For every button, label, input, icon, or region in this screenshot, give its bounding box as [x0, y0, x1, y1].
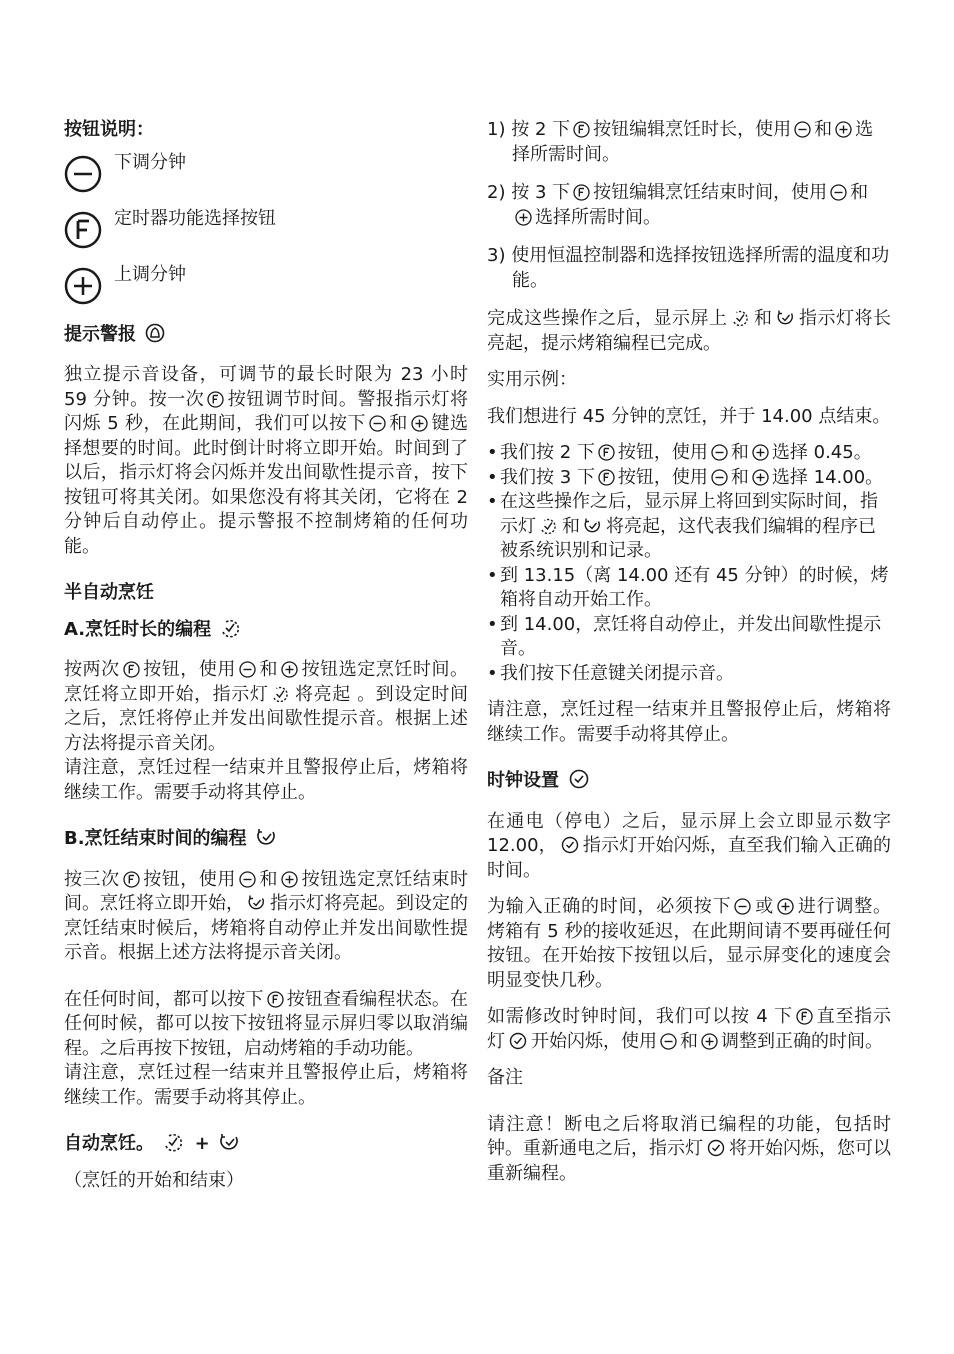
b-text-1: 按三次	[64, 868, 120, 890]
clock-icon	[706, 1139, 726, 1157]
plus-button-icon	[281, 871, 298, 888]
example-intro: 我们想进行 45 分钟的烹饪，并于 14.00 点结束。	[487, 405, 891, 427]
b-heading	[64, 827, 468, 852]
step-1-text-4: 选择所需时间。	[512, 119, 874, 165]
step-number: 3)	[487, 245, 506, 266]
done-text-1: 完成这些操作之后，显示屏上	[487, 308, 728, 329]
plus-button-icon	[752, 444, 769, 461]
auto-plus: +	[194, 1133, 210, 1154]
remark-heading: 备注	[487, 1067, 523, 1088]
b-text-4: 按钮选定烹饪结束时间。烹饪将立即开始，	[64, 868, 469, 914]
minus-circle-icon	[64, 155, 102, 193]
left-column	[64, 118, 468, 1193]
bullet-3-text-2: 和	[562, 515, 580, 537]
alarm-text-4: 键选择想要的时间。此时倒计时将立即开始。时间到了以后，指示灯将会闪烁并发出间歇性提示音，按下按钮可将其关闭。如果您没有将其关闭，它将在 2 分钟后自动停止。提示警报不控制烤箱的任何功能。	[64, 413, 468, 557]
legend-f	[64, 208, 468, 249]
bullet-1-text-3: 和	[730, 442, 749, 463]
duration-icon	[220, 618, 242, 638]
alarm-text-1: 独立提示音设备，可调节的最长时限为 23 小时 59 分钟。按一次	[64, 364, 468, 410]
a-text-4: 按钮选定烹饪时间。烹饪将立即开始，指示灯	[64, 659, 469, 705]
step-number: 2)	[487, 182, 506, 203]
plus-button-icon	[701, 1033, 718, 1050]
minus-button-icon	[369, 415, 386, 432]
a-text-1: 按两次	[64, 659, 120, 680]
f-button-icon	[573, 121, 590, 138]
step-2-text-3: 和	[850, 182, 869, 203]
remark-text-1: 请注意！断电之后将取消已编程的功能，包括时钟。重新通电之后，指示灯	[487, 1113, 891, 1159]
clock-icon	[508, 1032, 528, 1050]
b-text-2: 按钮，使用	[142, 868, 236, 890]
a-paragraph	[64, 658, 468, 756]
done-text-3: 指示灯将长亮起，提示烤箱编程已完成。	[487, 308, 891, 354]
step-3	[487, 244, 891, 293]
step-1-text-3: 和	[814, 119, 833, 140]
a-note: 请注意，烹饪过程一结束并且警报停止后，烤箱将继续工作。需要手动将其停止。	[64, 757, 468, 803]
f-button-icon	[573, 184, 590, 201]
step-2-text-2: 按钮编辑烹饪结束时间，使用	[593, 182, 828, 203]
bullet-2-text-4: 选择 14.00。	[771, 466, 884, 488]
bullet-5: • 到 14.00，烹饪将自动停止，并发出间歇性提示音。	[487, 613, 891, 662]
minus-button-icon	[711, 469, 728, 486]
legend-minus	[64, 152, 468, 193]
f-button-icon	[207, 391, 224, 408]
bullet-3-text-3: 将亮起，这代表我们编辑的程序已被系统识别和记录。	[500, 515, 876, 561]
plus-button-icon	[835, 121, 852, 138]
end-time-icon	[247, 894, 267, 912]
legend-plus	[64, 264, 468, 305]
minus-button-icon	[239, 661, 256, 678]
bullet-3	[487, 490, 891, 564]
f-button-icon	[598, 444, 615, 461]
plus-button-icon	[515, 209, 532, 226]
clock-p3-text-1: 如需修改时钟时间，我们可以按 4 下	[487, 1006, 793, 1027]
minus-button-icon	[660, 1033, 677, 1050]
remark-text-2: 将开始闪烁，您可以重新编程。	[487, 1138, 891, 1184]
f-button-icon	[796, 1008, 813, 1025]
end-time-icon	[219, 1132, 241, 1152]
example-note: 请注意，烹饪过程一结束并且警报停止后，烤箱将继续工作。需要手动将其停止。	[487, 699, 891, 745]
a-text-5: 将亮起 。到设定时间之后，烹饪将停止并发出间歇性提示音。根据上述方法将提示音关闭。	[64, 683, 468, 754]
a-text-3: 和	[258, 659, 279, 680]
minus-button-icon	[830, 184, 847, 201]
example-heading: 实用示例：	[487, 369, 577, 390]
clock-p3-text-2: 直至指示灯	[487, 1006, 892, 1052]
any-paragraph	[64, 988, 468, 1062]
a-text-2: 按钮，使用	[142, 659, 236, 680]
f-button-icon	[267, 991, 284, 1008]
remark-paragraph	[487, 1113, 891, 1187]
minus-button-icon	[794, 121, 811, 138]
any-text-2: 按钮查看编程状态。在任何时候，都可以按下按钮将显示屏归零以取消编程。之后再按下按钮，启动烤箱的手动功能。	[64, 988, 469, 1059]
bell-icon	[145, 323, 165, 343]
f-button-icon	[598, 469, 615, 486]
clock-p1-text-1: 在通电（停电）之后，显示屏上会立即显示数字 12.00，	[487, 810, 891, 856]
bullet-1-text-4: 选择 0.45。	[771, 442, 872, 463]
duration-icon	[271, 685, 291, 703]
example-bullets	[487, 441, 891, 686]
any-note: 请注意，烹饪过程一结束并且警报停止后，烤箱将继续工作。需要手动将其停止。	[64, 1062, 468, 1108]
f-circle-icon	[64, 211, 102, 249]
clock-heading	[487, 769, 891, 794]
end-time-icon	[776, 309, 796, 327]
alarm-paragraph	[64, 363, 468, 559]
step-1-text-1: 按 2 下	[511, 119, 571, 140]
clock-p3-text-5: 调整到正确的时间。	[721, 1030, 883, 1052]
buttons-heading: 按钮说明：	[64, 119, 154, 140]
clock-p3-text-3: 开始闪烁，使用	[531, 1030, 657, 1052]
clock-icon	[560, 836, 580, 854]
plus-circle-icon	[64, 267, 102, 305]
auto-heading	[64, 1132, 468, 1157]
bullet-4: • 到 13.15（离 14.00 还有 45 分钟）的时候，烤箱将自动开始工作。	[487, 564, 891, 613]
a-heading	[64, 618, 468, 643]
end-time-icon	[256, 827, 278, 847]
step-number: 1)	[487, 119, 506, 140]
minus-button-icon	[734, 898, 751, 915]
bullet-6: • 我们按下任意键关闭提示音。	[487, 662, 891, 687]
alarm-heading-text: 提示警报	[64, 323, 136, 345]
bullet-3-text-1: 在这些操作之后，显示屏上将回到实际时间，指示灯	[500, 491, 878, 537]
bullet-2-text-3: 和	[730, 466, 749, 488]
auto-sub: （烹饪的开始和结束）	[64, 1169, 244, 1191]
clock-p3-text-4: 和	[680, 1030, 698, 1052]
step-1-text-2: 按钮编辑烹饪时长，使用	[593, 119, 792, 140]
legend-f-label: 定时器功能选择按钮	[114, 208, 276, 230]
b-paragraph	[64, 868, 468, 966]
step-3-text: 使用恒温控制器和选择按钮选择所需的温度和功能。	[511, 245, 890, 291]
bullet-2-text-2: 按钮，使用	[617, 466, 708, 488]
done-text-2: 和	[753, 308, 773, 329]
step-2-text-1: 按 3 下	[511, 182, 571, 203]
bullet-1-text-1: 我们按 2 下	[500, 442, 595, 463]
alarm-text-3: 和	[388, 413, 408, 434]
bullet-2	[487, 466, 891, 491]
semi-heading: 半自动烹饪	[64, 582, 154, 603]
plus-button-icon	[777, 898, 794, 915]
step-1	[487, 118, 891, 167]
alarm-text-2: 按钮调节时间。警报指示灯将闪烁 5 秒，在此期间，我们可以按下	[64, 388, 468, 434]
clock-p2-text-2: 或	[754, 896, 775, 917]
legend-plus-label: 上调分钟	[114, 264, 186, 286]
clock-p1-text-2: 指示灯开始闪烁，直至我们输入正确的时间。	[487, 835, 892, 881]
a-heading-text: A.烹饪时长的编程	[64, 618, 212, 640]
step-2	[487, 181, 891, 230]
b-text-5: 指示灯将亮起。到设定的烹饪结束时候后，烤箱将自动停止并发出间歇性提示音。根据上述方法将提示音关闭。	[64, 893, 468, 963]
plus-button-icon	[752, 469, 769, 486]
f-button-icon	[123, 661, 140, 678]
step-2-text-4: 选择所需时间。	[535, 206, 661, 228]
clock-paragraph-2	[487, 895, 891, 993]
f-button-icon	[123, 871, 140, 888]
minus-button-icon	[239, 871, 256, 888]
duration-icon	[731, 309, 751, 327]
clock-paragraph-1	[487, 810, 891, 884]
duration-icon	[539, 517, 559, 535]
clock-p2-text-3: 进行调整。烤箱有 5 秒的接收延迟，在此期间请不要再碰任何按钮。在开始按下按钮以后，显示屏变化的速度会明显变快几秒。	[487, 896, 892, 991]
plus-button-icon	[411, 415, 428, 432]
bullet-1	[487, 441, 891, 466]
b-heading-text: B.烹饪结束时间的编程	[64, 828, 247, 849]
b-text-3: 和	[258, 868, 279, 890]
end-time-icon	[583, 517, 603, 535]
legend-minus-label: 下调分钟	[114, 152, 186, 174]
plus-button-icon	[281, 661, 298, 678]
bullet-1-text-2: 按钮，使用	[617, 442, 708, 463]
bullet-2-text-1: 我们按 3 下	[500, 466, 595, 488]
clock-heading-text: 时钟设置	[487, 770, 559, 791]
any-text-1: 在任何时间，都可以按下	[64, 988, 264, 1010]
auto-heading-text: 自动烹饪。	[64, 1133, 154, 1154]
clock-paragraph-3	[487, 1005, 891, 1054]
clock-icon	[568, 769, 590, 789]
clock-p2-text-1: 为输入正确的时间，必须按下	[487, 896, 732, 917]
duration-icon	[163, 1132, 185, 1152]
done-paragraph	[487, 307, 891, 356]
minus-button-icon	[711, 444, 728, 461]
right-column	[487, 118, 891, 1186]
alarm-heading	[64, 323, 468, 348]
steps-list	[487, 118, 891, 293]
